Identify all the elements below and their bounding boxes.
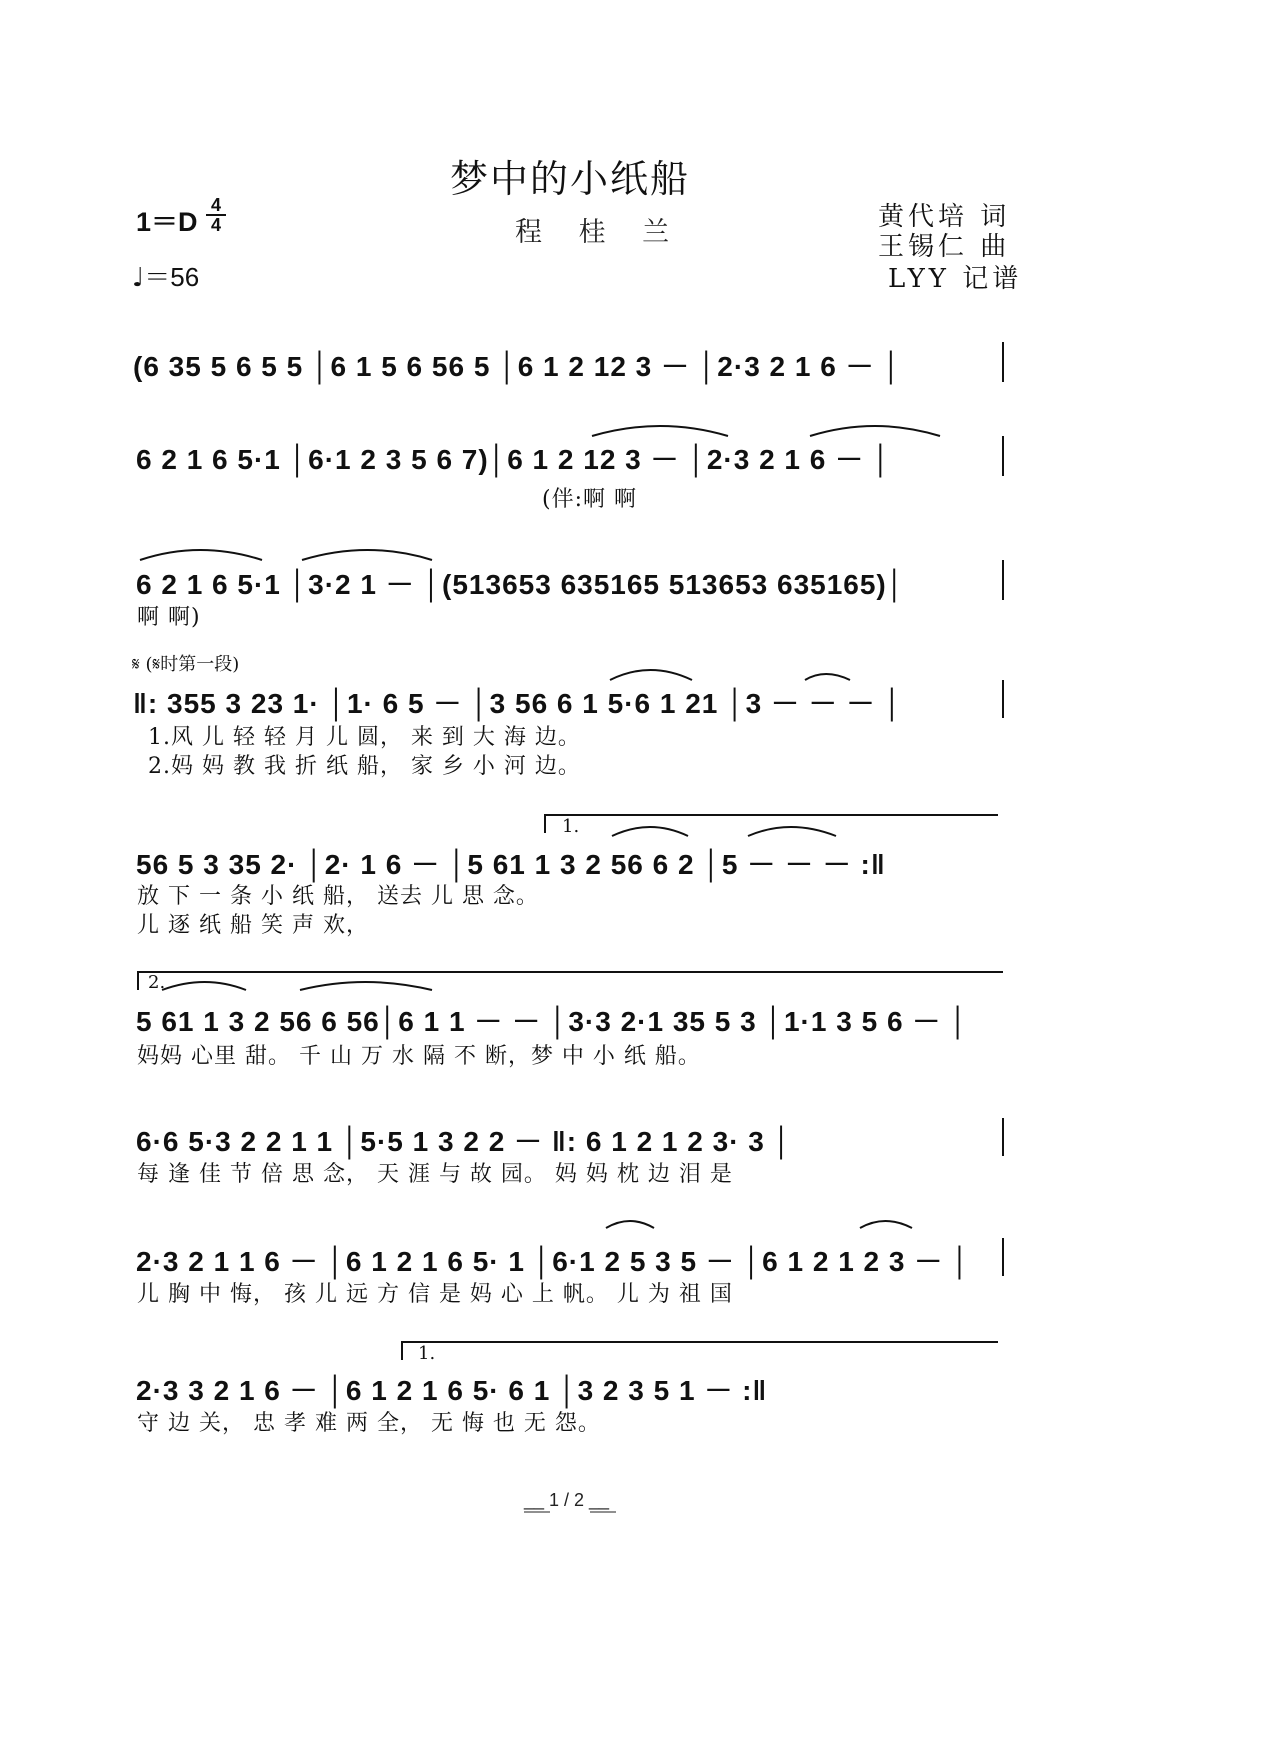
notation-row-9: 2·3 3 2 1 6 － │6 1 2 1 6 5· 6 1 │3 2 3 5 1 － :‖ [136, 1375, 768, 1406]
slur [300, 982, 432, 990]
quarter-note-icon: ♩ [132, 263, 145, 293]
lyric-row-2: (伴:啊 啊 [542, 487, 637, 512]
time-signature-bottom: 4 [206, 214, 226, 234]
notation-row-5: 56 5 3 35 2· │2· 1 6 － │5 61 1 3 2 56 6 2 │5 － － － :‖ [136, 849, 886, 880]
song-title: 梦中的小纸船 [450, 157, 691, 201]
lyric-row-8: 儿 胸 中 悔， 孩 儿 远 方 信 是 妈 心 上 帆。 儿 为 祖 国 [137, 1282, 733, 1307]
slur [610, 670, 692, 680]
notation-row-1: (6 35 5 6 5 5 │6 1 5 6 56 5 │6 1 2 12 3 － │2·3 2 1 6 － │ [133, 351, 902, 382]
volta-label-2: 2. [148, 972, 166, 993]
volta-bracket-1 [545, 815, 998, 833]
volta-bracket-3 [402, 1342, 998, 1360]
notation-row-2: 6 2 1 6 5·1 │6·1 2 3 5 6 7)│6 1 2 12 3 － │2·3 2 1 6 － │ [136, 444, 892, 475]
slur [805, 674, 850, 680]
slur [302, 550, 432, 560]
notation-row-6: 5 61 1 3 2 56 6 56│6 1 1 － － │3·3 2·1 35 5 3 │1·1 3 5 6 － │ [136, 1006, 969, 1037]
slur [592, 426, 728, 436]
page-number: __ 1 / 2 __ [524, 1490, 610, 1510]
lyric-row-4-verse-2: 2.妈 妈 教 我 折 纸 船， 家 乡 小 河 边。 [148, 754, 581, 779]
lyric-row-4-verse-1: 1.风 儿 轻 轻 月 儿 圆， 来 到 大 海 边。 [148, 725, 581, 750]
slur [612, 827, 688, 836]
notation-row-7: 6·6 5·3 2 2 1 1 │5·5 1 3 2 2 － ‖: 6 1 2 1 2 3· 3 │ [136, 1126, 793, 1157]
tempo-value: ＝56 [144, 262, 200, 292]
lyric-row-5-verse-2: 儿 逐 纸 船 笑 声 欢， [137, 913, 369, 938]
lyric-row-6: 妈妈 心里 甜。 千 山 万 水 隔 不 断，梦 中 小 纸 船。 [137, 1044, 701, 1069]
slur [810, 426, 940, 436]
lyric-row-3: 啊 啊) [137, 605, 201, 630]
slur [162, 982, 246, 990]
notation-row-8: 2·3 2 1 1 6 － │6 1 2 1 6 5· 1 │6·1 2 5 3 5 － │6 1 2 1 2 3 － │ [136, 1246, 971, 1277]
volta-label-1: 1. [562, 816, 580, 837]
lyric-row-9: 守 边 关， 忠 孝 难 两 全， 无 悔 也 无 怨。 [137, 1411, 601, 1436]
notation-row-3: 6 2 1 6 5·1 │3·2 1 － │(513653 635165 513653 635165)│ [136, 569, 906, 600]
slur [860, 1221, 912, 1228]
composer-credit: 王锡仁 曲 [878, 232, 1011, 262]
volta-label-3: 1. [418, 1343, 436, 1364]
key-signature: 1＝D [136, 207, 198, 237]
transcriber-credit: LYY 记谱 [888, 264, 1023, 294]
segno-marking: 𝄋 (𝄋时第一段) [132, 654, 240, 675]
slur [140, 550, 262, 560]
time-signature-top: 4 [210, 195, 221, 215]
lyricist-credit: 黄代培 词 [878, 202, 1011, 232]
slur [748, 827, 836, 836]
lyric-row-7: 每 逢 佳 节 倍 思 念， 天 涯 与 故 园。 妈 妈 枕 边 泪 是 [137, 1162, 733, 1187]
slur [606, 1221, 654, 1228]
notation-row-4: ‖: 355 3 23 1· │1· 6 5 － │3 56 6 1 5·6 1 21 │3 － － － │ [133, 688, 903, 719]
lyric-row-5-verse-1: 放 下 一 条 小 纸 船， 送去 儿 思 念。 [137, 884, 539, 909]
volta-bracket-2 [138, 972, 1003, 990]
singer-name: 程 桂 兰 [515, 217, 684, 248]
